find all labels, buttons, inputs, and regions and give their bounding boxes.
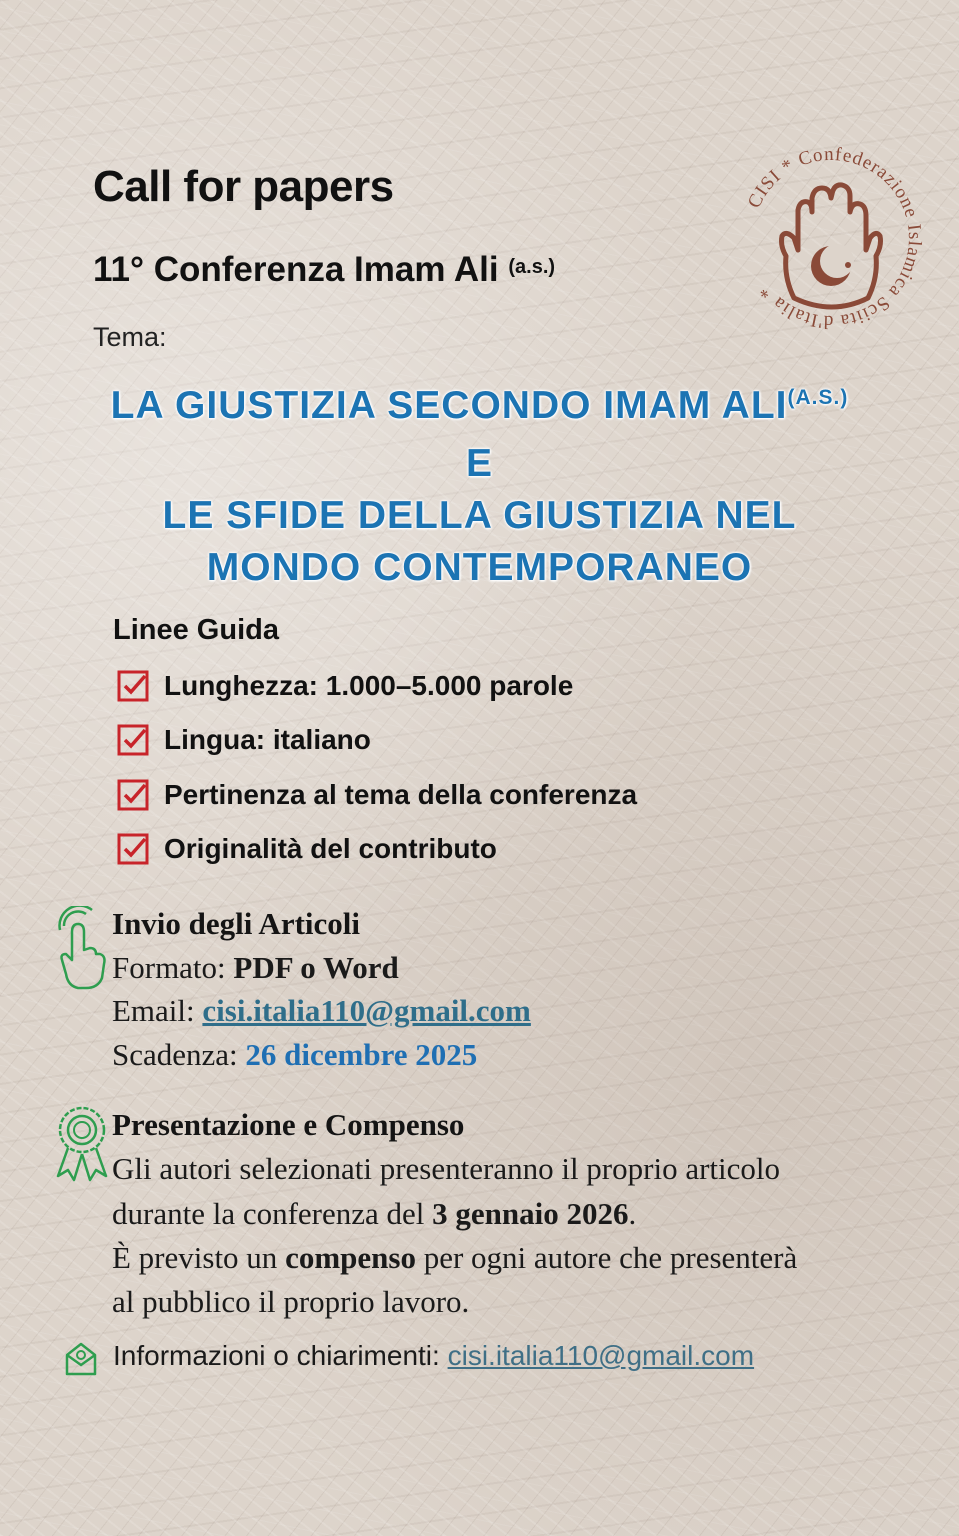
cisi-logo: [736, 138, 926, 338]
email-label: Email:: [112, 993, 195, 1028]
presentation-title: Presentazione e Compenso: [112, 1107, 465, 1142]
submission-title: Invio degli Articoli: [112, 906, 360, 941]
contact-email-link[interactable]: cisi.italia110@gmail.com: [447, 1340, 755, 1371]
hamsa-crescent-logo-icon: [736, 138, 926, 338]
guideline-item: [117, 720, 371, 760]
submission-format: [112, 950, 399, 986]
presentation-line-3-rest: per ogni autore che presenterà: [423, 1240, 798, 1275]
submission-deadline: [112, 1037, 477, 1073]
checkbox-checked-icon: [117, 724, 149, 756]
submission-email: [112, 993, 531, 1029]
page-title: Call for papers: [93, 162, 394, 211]
guideline-item: [117, 829, 497, 869]
theme-line-2: E: [465, 442, 493, 485]
theme-line-4: MONDO CONTEMPORANEO: [206, 546, 753, 589]
presentation-line-4: al pubblico il proprio lavoro.: [112, 1284, 470, 1319]
svg-text:CISI * Confederazione Islamica: CISI * Confederazione Islamica Sciita d'Italia *: [743, 143, 926, 333]
mail-envelope-icon: [64, 1341, 98, 1377]
checkbox-checked-icon: [117, 833, 149, 865]
presentation-line-2-end: .: [628, 1196, 637, 1231]
conference-title: [93, 250, 555, 290]
guideline-label: Pertinenza al tema della conferenza: [164, 779, 638, 810]
contact-info: [113, 1340, 754, 1372]
conference-name: 11° Conferenza Imam Ali: [93, 250, 499, 289]
email-link[interactable]: cisi.italia110@gmail.com: [202, 993, 531, 1028]
deadline-label: Scadenza:: [112, 1037, 238, 1072]
conference-theme: [0, 380, 959, 594]
presentation-line-3: [112, 1240, 797, 1276]
presentation-date: 3 gennaio 2026: [432, 1196, 629, 1231]
checkbox-checked-icon: [117, 670, 149, 702]
presentation-line-2-text: durante la conferenza del: [112, 1196, 425, 1231]
theme-line-1-suffix: (A.S.): [787, 386, 849, 409]
guideline-label: Lunghezza: 1.000–5.000 parole: [164, 670, 574, 701]
format-label: Formato:: [112, 950, 226, 985]
theme-line-1: LA GIUSTIZIA SECONDO IMAM ALI: [110, 384, 788, 427]
guideline-label: Lingua: italiano: [164, 724, 371, 755]
award-ribbon-icon: [54, 1104, 110, 1184]
conference-suffix: (a.s.): [508, 256, 556, 278]
guideline-item: [117, 666, 573, 706]
compensation-word: compenso: [285, 1240, 416, 1275]
presentation-line-2: [112, 1196, 636, 1232]
deadline-value: 26 dicembre 2025: [245, 1037, 478, 1072]
tap-hand-icon: [56, 906, 108, 990]
guideline-label: Originalità del contributo: [164, 833, 497, 864]
presentation-line-3-text: È previsto un: [112, 1240, 278, 1275]
guideline-item: [117, 775, 637, 815]
theme-line-3: LE SFIDE DELLA GIUSTIZIA NEL: [162, 494, 797, 537]
contact-label: Informazioni o chiarimenti:: [113, 1340, 440, 1371]
guidelines-title: Linee Guida: [113, 614, 279, 646]
format-value: PDF o Word: [233, 950, 399, 985]
checkbox-checked-icon: [117, 779, 149, 811]
presentation-line-1: Gli autori selezionati presenteranno il proprio articolo: [112, 1151, 780, 1186]
theme-label: Tema:: [93, 322, 167, 352]
